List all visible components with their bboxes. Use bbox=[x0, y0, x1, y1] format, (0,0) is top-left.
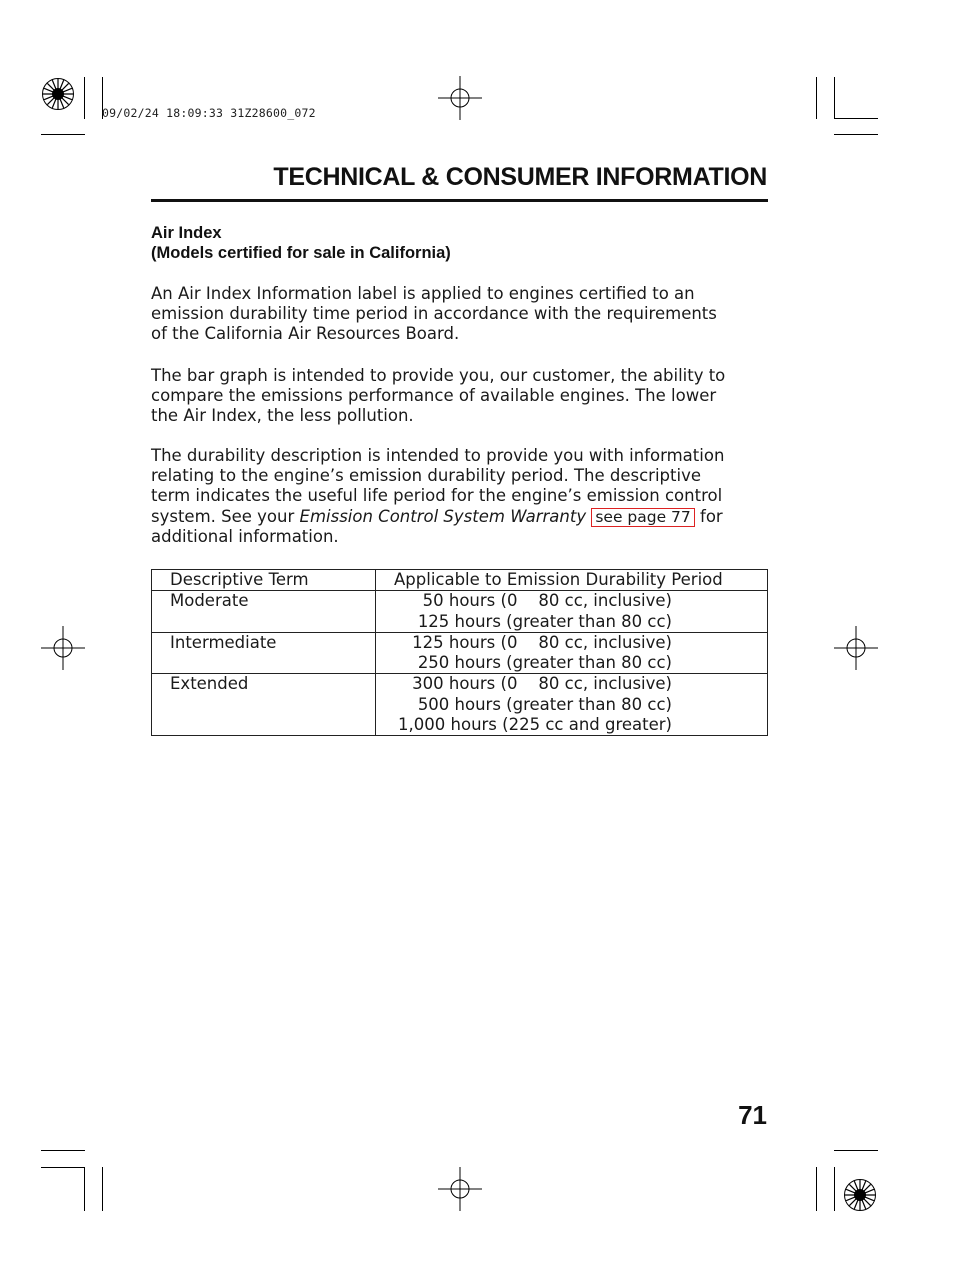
text-line: The bar graph is intended to provide you, our customer, the ability to bbox=[151, 366, 726, 385]
crop-mark bbox=[834, 118, 878, 119]
crop-mark bbox=[816, 77, 817, 119]
term-cell: Intermediate bbox=[152, 632, 376, 674]
registration-crosshair-icon bbox=[437, 75, 483, 121]
header-rule bbox=[151, 199, 768, 202]
text-line: additional information. bbox=[151, 526, 339, 546]
crop-mark bbox=[84, 1167, 85, 1211]
section-title-line: (Models certified for sale in California) bbox=[151, 244, 451, 262]
text-line: term indicates the useful life period for the engine’s emission control bbox=[151, 486, 723, 506]
crop-mark bbox=[41, 1150, 85, 1151]
crop-mark bbox=[102, 1167, 103, 1211]
period-line: 250 hours (greater than 80 cc) bbox=[417, 653, 672, 673]
registration-starburst-icon bbox=[41, 77, 75, 111]
period-line: 125 hours (0 80 cc, inclusive) bbox=[412, 632, 672, 652]
crop-mark bbox=[834, 1167, 835, 1211]
text-line: emission durability time period in accordance with the requirements bbox=[151, 304, 717, 324]
crop-mark bbox=[834, 134, 878, 135]
period-cell bbox=[376, 591, 768, 633]
period-cell bbox=[376, 674, 768, 736]
text-line: of the California Air Resources Board. bbox=[151, 324, 460, 344]
period-line: 1,000 hours (225 cc and greater) bbox=[398, 715, 672, 735]
text-line bbox=[151, 507, 771, 527]
table-row bbox=[152, 632, 768, 674]
text-line: The durability description is intended to provide you with information bbox=[151, 446, 725, 465]
table-header-row bbox=[152, 570, 768, 591]
crop-mark bbox=[84, 77, 85, 119]
paragraph-bar-graph bbox=[151, 366, 771, 427]
registration-starburst-icon bbox=[843, 1178, 877, 1212]
table-row bbox=[152, 591, 768, 633]
crop-mark bbox=[834, 77, 835, 119]
term-cell: Extended bbox=[152, 674, 376, 736]
page-number: 71 bbox=[738, 1100, 767, 1130]
section-title bbox=[151, 223, 451, 263]
paragraph-air-index-label bbox=[151, 284, 771, 345]
registration-crosshair-icon bbox=[40, 625, 86, 671]
paragraph-durability bbox=[151, 446, 771, 547]
see-page-link[interactable]: see page 77 bbox=[591, 508, 694, 527]
registration-crosshair-icon bbox=[833, 625, 879, 671]
text-line: An Air Index Information label is applied to engines certified to an bbox=[151, 284, 695, 303]
period-cell bbox=[376, 632, 768, 674]
text-line: compare the emissions performance of available engines. The lower bbox=[151, 386, 717, 406]
text-fragment: for bbox=[694, 506, 723, 526]
table-header-cell bbox=[376, 570, 768, 591]
table-row bbox=[152, 674, 768, 736]
text-line: the Air Index, the less pollution. bbox=[151, 406, 414, 426]
period-line: 50 hours (0 80 cc, inclusive) bbox=[422, 591, 672, 611]
durability-table bbox=[151, 569, 768, 736]
crop-mark bbox=[41, 1167, 85, 1168]
page-header-title: TECHNICAL & CONSUMER INFORMATION bbox=[273, 163, 767, 191]
print-timestamp: 09/02/24 18:09:33 31Z28600_072 bbox=[102, 106, 316, 120]
header-text: Applicable to Emission Durability Period bbox=[394, 570, 723, 589]
crop-mark bbox=[834, 1150, 878, 1151]
text-fragment: system. See your bbox=[151, 506, 300, 526]
registration-crosshair-icon bbox=[437, 1166, 483, 1212]
table-header-cell: Descriptive Term bbox=[152, 570, 376, 591]
text-line: relating to the engine’s emission durability period. The descriptive bbox=[151, 466, 701, 486]
period-line: 300 hours (0 80 cc, inclusive) bbox=[412, 674, 672, 694]
term-cell: Moderate bbox=[152, 591, 376, 633]
crop-mark bbox=[41, 134, 85, 135]
period-line: 125 hours (greater than 80 cc) bbox=[417, 611, 672, 631]
crop-mark bbox=[816, 1167, 817, 1211]
section-title-line: Air Index bbox=[151, 224, 222, 242]
period-line: 500 hours (greater than 80 cc) bbox=[417, 694, 672, 714]
warranty-title: Emission Control System Warranty bbox=[299, 506, 587, 526]
